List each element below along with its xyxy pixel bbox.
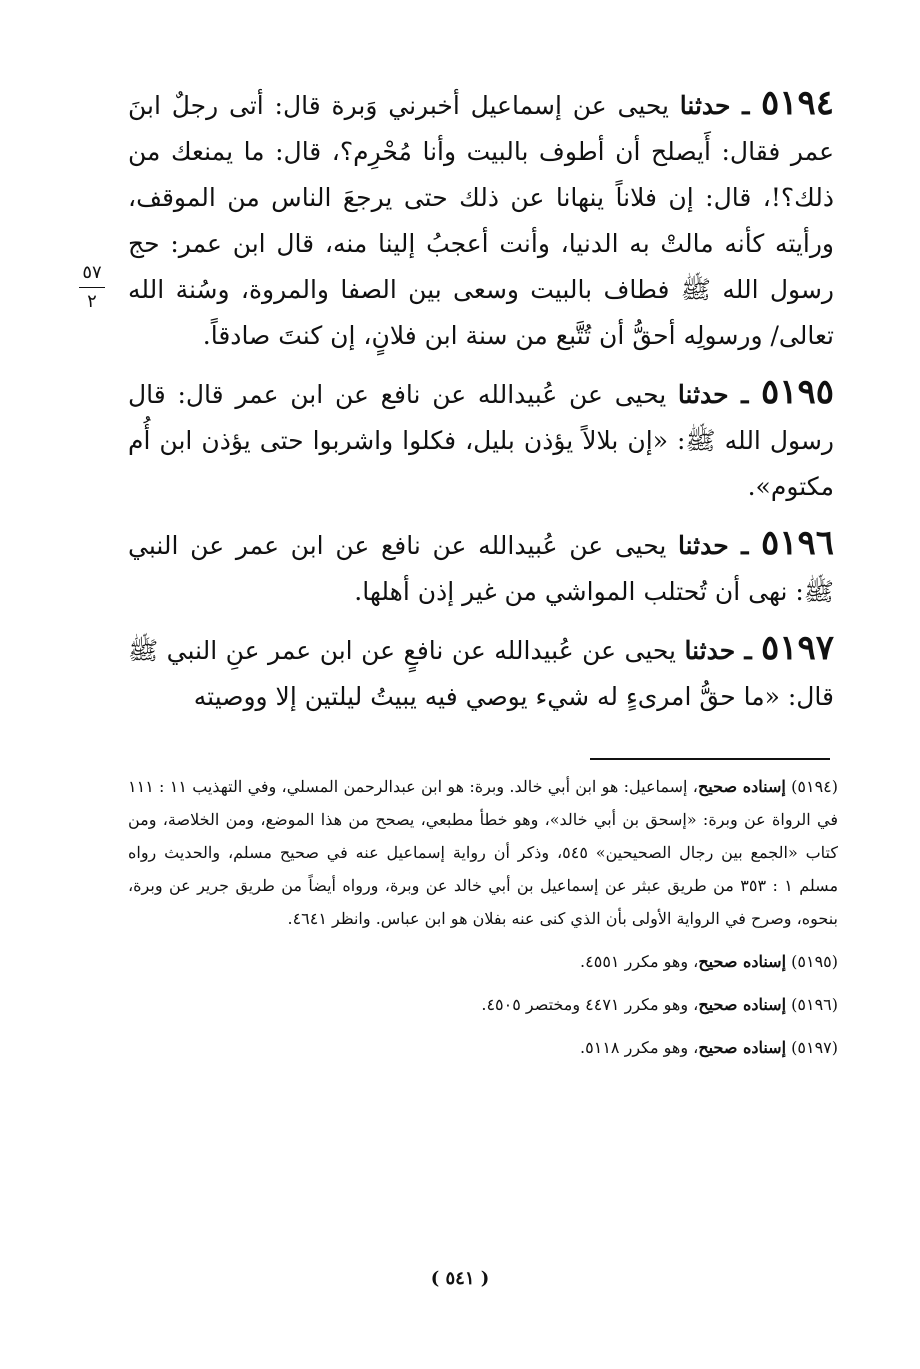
hadith-5194 bbox=[128, 80, 834, 359]
hadith-dash: ـ bbox=[730, 91, 761, 120]
hadith-number: ٥١٩٧ bbox=[760, 628, 835, 668]
hadith-keyword: حدثنا bbox=[677, 380, 729, 409]
footnote-text: ، وهو مكرر ٤٤٧١ ومختصر ٤٥٠٥. bbox=[481, 995, 699, 1014]
hadith-number: ٥١٩٤ bbox=[760, 83, 834, 123]
hadith-5197 bbox=[128, 625, 834, 720]
hadith-5196 bbox=[128, 520, 834, 615]
hadith-number: ٥١٩٥ bbox=[760, 372, 834, 412]
footnote-grading: إسناده صحيح bbox=[698, 1038, 787, 1057]
hadith-dash: ـ bbox=[735, 636, 761, 665]
main-text bbox=[128, 80, 834, 730]
hadith-number: ٥١٩٦ bbox=[760, 523, 834, 563]
footnote-5196 bbox=[128, 988, 838, 1021]
footnote-text: ، وهو مكرر ٤٥٥١. bbox=[580, 952, 699, 971]
margin-reference bbox=[72, 262, 112, 313]
hadith-keyword: حدثنا bbox=[684, 636, 736, 665]
footnote-text: ، إسماعيل: هو ابن أبي خالد. وبرة: هو ابن عبدالرحمن المسلي، وفي التهذيب ١١ : ١١١ في الرواة عن وبرة: «إسحق بن أبي خالد»، وهو خطأ مطبعي، يصحح من هذا الموضع، ومن الخلاصة، ومن كتاب «الجمع بين رجال الصحيحين» ٥٤٥، وذكر أن رواية إسماعيل عنه في صحيح مسلم، والحديث رواه مسلم ١ : ٣٥٣ من طريق عبثر عن إسماعيل بن أبي خالد عن وبرة، ورواه أيضاً من طريق جرير عن وبرة، بنحوه، وصرح في الرواية الأولى بأن الذي كنى عنه بفلان هو ابن عباس. وانظر ٤٦٤١. bbox=[128, 777, 839, 928]
hadith-dash: ـ bbox=[728, 531, 761, 560]
hadith-text: يحيى عن إسماعيل أخبرني وَبرة قال: أتى رجلٌ ابنَ عمر فقال: أَيصلح أن أطوف بالبيت وأنا مُحْرِم؟، قال: ما يمنعك من ذلك؟!، قال: إن فلاناً ينهانا عن ذلك حتى يرجعَ الناس من الموقف، ورأيته كأنه مالتْ به الدنيا، وأنت أعجبُ إلينا منه، قال ابن عمر: حج رسول الله ﷺ فطاف بالبيت وسعى بين الصفا والمروة، وسُنة الله تعالى/ ورسولِه أحقُّ أن تُتَّبع من سنة ابن فلانٍ، إن كنتَ صادقاً. bbox=[128, 91, 834, 350]
page-number: ( ٥٤١ ) bbox=[430, 1268, 490, 1289]
footnote-number: (٥١٩٦) bbox=[791, 995, 838, 1014]
footnote-5195 bbox=[128, 945, 838, 978]
hadith-text: يحيى عن عُبيدالله عن نافع عن ابن عمر عن النبي ﷺ: نهى أن تُحتلب المواشي من غير إذن أهلها. bbox=[128, 531, 834, 606]
hadith-text: يحيى عن عُبيدالله عن نافعٍ عن ابن عمر عنِ النبي ﷺ قال: «ما حقُّ امرىءٍ له شيء يوصي فيه يبيتُ ليلتين إلا ووصيته bbox=[128, 636, 834, 711]
margin-reference-bottom: ٢ bbox=[87, 291, 97, 312]
margin-reference-rule bbox=[79, 287, 105, 288]
footnote-grading: إسناده صحيح bbox=[698, 995, 787, 1014]
footnote-text: ، وهو مكرر ٥١١٨. bbox=[580, 1038, 699, 1057]
footnotes bbox=[128, 770, 838, 1074]
footnote-grading: إسناده صحيح bbox=[698, 952, 787, 971]
margin-reference-top: ٥٧ bbox=[82, 262, 102, 283]
footnote-number: (٥١٩٤) bbox=[791, 777, 839, 796]
footnote-grading: إسناده صحيح bbox=[697, 777, 786, 796]
hadith-keyword: حدثنا bbox=[678, 531, 729, 560]
hadith-dash: ـ bbox=[728, 380, 761, 409]
footnote-5194 bbox=[128, 770, 838, 935]
hadith-5195 bbox=[128, 369, 834, 510]
footnote-separator bbox=[590, 758, 830, 760]
footnote-number: (٥١٩٥) bbox=[791, 952, 838, 971]
hadith-keyword: حدثنا bbox=[679, 91, 731, 120]
hadith-text: يحيى عن عُبيدالله عن نافع عن ابن عمر قال: قال رسول الله ﷺ: «إن بلالاً يؤذن بليل، فكلوا واشربوا حتى يؤذن ابن أُم مكتوم». bbox=[128, 380, 834, 501]
footnote-5197 bbox=[128, 1031, 838, 1064]
footnote-number: (٥١٩٧) bbox=[791, 1038, 838, 1057]
